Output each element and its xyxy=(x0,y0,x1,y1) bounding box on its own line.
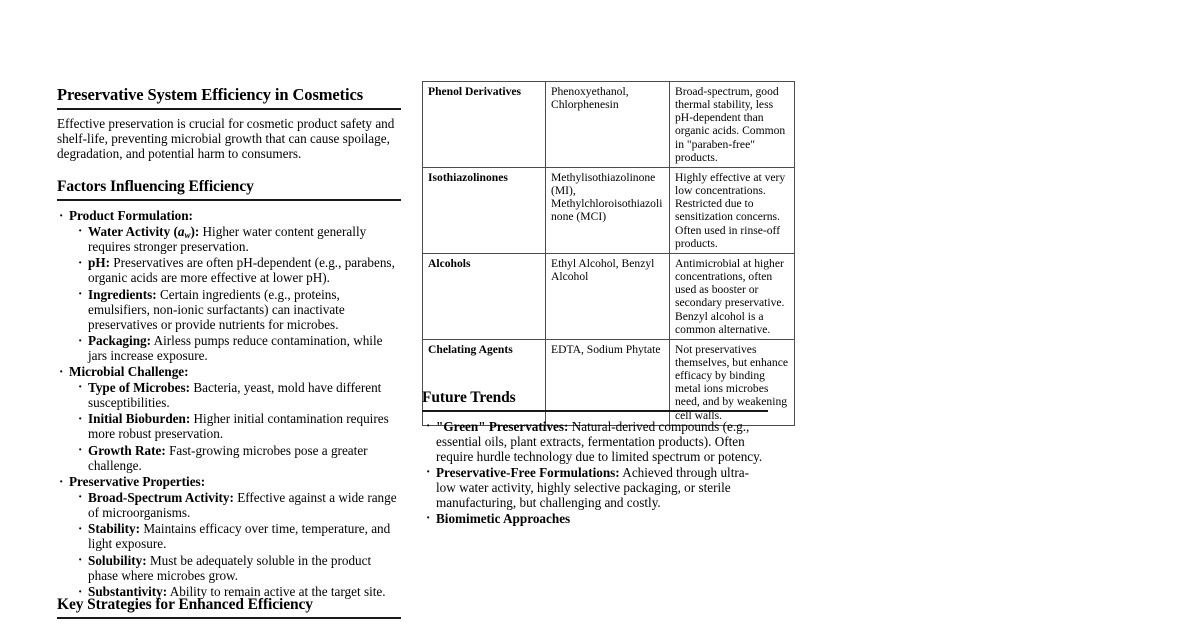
future-trends-rule xyxy=(422,410,768,412)
item-term: "Green" Preservatives: xyxy=(436,418,569,434)
table-cell-examples: Ethyl Alcohol, Benzyl Alcohol xyxy=(546,253,670,339)
item-term: Ingredients: xyxy=(88,286,157,302)
item-text: Ability to remain active at the target site. xyxy=(169,584,386,600)
item-term: Packaging: xyxy=(88,333,152,348)
list-item xyxy=(422,419,768,464)
sublist xyxy=(69,380,401,473)
item-text: Higher water content generally requires stronger preservation. xyxy=(88,223,367,254)
item-text: Must be adequately soluble in the product phase where microbes grow. xyxy=(88,552,372,583)
table-cell-notes: Not preservatives themselves, but enhance efficacy by binding metal ions microbes need, and by weakening cell walls. xyxy=(670,339,795,425)
future-trends-heading: Future Trends xyxy=(422,389,516,406)
list-item xyxy=(76,255,401,285)
spacer xyxy=(57,161,401,178)
list-item xyxy=(76,380,401,410)
item-term: Substantivity: xyxy=(88,584,168,600)
item-term: Solubility: xyxy=(88,552,147,568)
factors-list xyxy=(57,208,401,599)
list-item xyxy=(76,287,401,332)
strategies-section xyxy=(57,596,401,626)
factors-rule xyxy=(57,199,401,201)
future-trends-section xyxy=(422,389,768,527)
table-cell-examples: EDTA, Sodium Phytate xyxy=(546,339,670,425)
group-label: Product Formulation: xyxy=(69,208,193,224)
item-term-tail: ): xyxy=(190,223,200,239)
list-item xyxy=(76,333,401,363)
sublist xyxy=(69,490,401,599)
strategies-heading: Key Strategies for Enhanced Efficiency xyxy=(57,596,313,613)
list-item xyxy=(76,553,401,583)
table-row xyxy=(423,253,795,339)
table-cell-notes: Antimicrobial at higher concentrations, often used as booster or secondary preservative. Benzyl alcohol is a common alternative. xyxy=(670,253,795,339)
table-row xyxy=(423,82,795,168)
preservative-table xyxy=(422,81,795,426)
group-label: Microbial Challenge: xyxy=(69,364,189,380)
item-text: Bacteria, yeast, mold have different susceptibilities. xyxy=(88,379,382,410)
factors-heading: Factors Influencing Efficiency xyxy=(57,178,254,196)
list-item xyxy=(76,490,401,520)
future-trends-list xyxy=(422,419,768,526)
group-label: Preservative Properties: xyxy=(69,474,206,490)
list-item xyxy=(76,411,401,441)
table-cell-category: Phenol Derivatives xyxy=(423,82,546,168)
table-cell-notes: Highly effective at very low concentrations. Restricted due to sensitization concerns. Often used in rinse-off products. xyxy=(670,167,795,253)
item-text: Fast-growing microbes pose a greater challenge. xyxy=(88,442,368,473)
item-term: Water Activity ( xyxy=(88,223,178,239)
table-row xyxy=(423,167,795,253)
list-item xyxy=(76,224,401,254)
right-column xyxy=(422,81,788,426)
item-text: Airless pumps reduce contamination, while jars increase exposure. xyxy=(88,333,383,363)
intro-paragraph: Effective preservation is crucial for cosmetic product safety and shelf-life, preventing microbial growth that can cause spoilage, degradation, and potential harm to consumers. xyxy=(57,115,395,161)
list-item xyxy=(422,465,768,510)
table-cell-examples: Methylisothiazolinone (MI), Methylchloroisothiazolinone (MCI) xyxy=(546,167,670,253)
item-term: Growth Rate: xyxy=(88,442,166,458)
list-item xyxy=(422,511,768,526)
item-term: Stability: xyxy=(88,521,141,537)
item-term: Initial Bioburden: xyxy=(88,411,191,427)
table-cell-notes: Broad-spectrum, good thermal stability, less pH-dependent than organic acids. Common in "paraben-free" products. xyxy=(670,82,795,168)
item-text: Achieved through ultra-low water activity, highly selective packaging, or sterile manufacturing, but challenging and costly. xyxy=(436,464,750,510)
table-cell-category: Chelating Agents xyxy=(423,339,546,425)
strategies-rule xyxy=(57,617,401,619)
item-term: Broad-Spectrum Activity: xyxy=(88,489,234,505)
table-cell-category: Isothiazolinones xyxy=(423,167,546,253)
list-item xyxy=(57,474,401,599)
list-item xyxy=(57,208,401,363)
item-text: Higher initial contamination requires more robust preservation. xyxy=(88,411,389,442)
table-body xyxy=(423,82,795,426)
item-term: pH: xyxy=(88,255,110,271)
list-item xyxy=(76,521,401,551)
table-cell-examples: Phenoxyethanol, Chlorphenesin xyxy=(546,82,670,168)
item-text: Maintains efficacy over time, temperature, and light exposure. xyxy=(88,521,391,552)
item-text: Effective against a wide range of microorganisms. xyxy=(88,489,397,520)
list-item xyxy=(76,443,401,473)
list-item xyxy=(57,364,401,472)
item-text: Certain ingredients (e.g., proteins, emulsifiers, non-ionic surfactants) can inactivate preservatives or provide nutrients for microbes. xyxy=(88,286,345,332)
item-term: Biomimetic Approaches xyxy=(436,510,571,526)
left-column xyxy=(57,86,401,601)
water-activity-symbol: $a_w$ xyxy=(177,223,191,241)
sublist xyxy=(69,224,401,363)
page-title: Preservative System Efficiency in Cosmetics xyxy=(57,85,364,104)
table-cell-category: Alcohols xyxy=(423,253,546,339)
item-term: Type of Microbes: xyxy=(88,379,191,395)
title-rule xyxy=(57,108,401,110)
item-term: Preservative-Free Formulations: xyxy=(436,464,620,480)
item-text: Natural-derived compounds (e.g., essential oils, plant extracts, fermentation products). Often require hurdle technology due to limited spectrum or potency. xyxy=(436,418,763,464)
item-text: Preservatives are often pH-dependent (e.g., parabens, organic acids are more effective at lower pH). xyxy=(88,255,395,286)
